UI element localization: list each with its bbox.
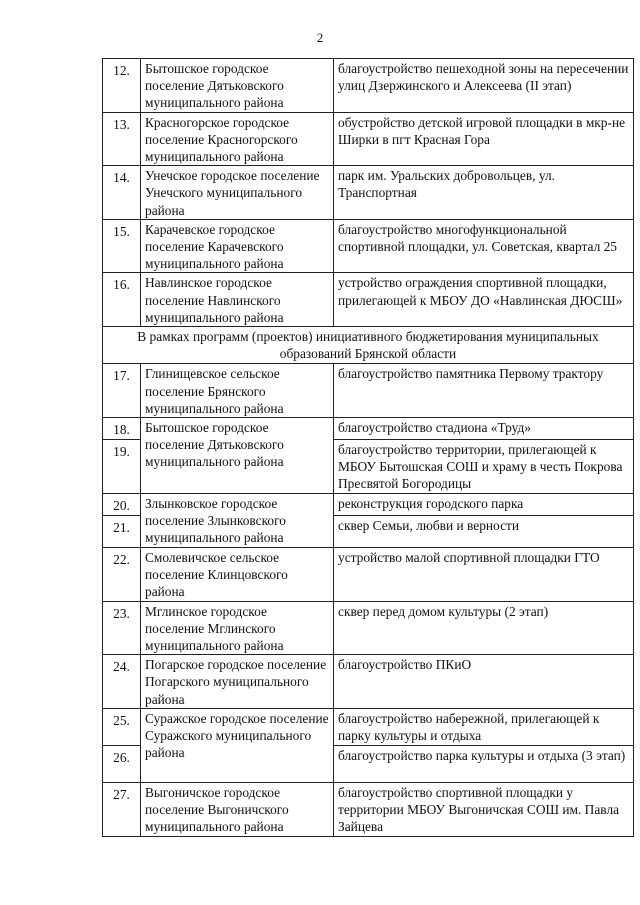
row-number: 14. <box>103 166 141 220</box>
settlement-cell: Злынковское городское поселение Злынковского муниципального района <box>141 494 334 548</box>
row-number: 27. <box>103 782 141 836</box>
project-cell: обустройство детской игровой площадки в мкр-не Ширки в пгт Красная Гора <box>334 112 634 166</box>
row-number: 25. <box>103 708 141 745</box>
settlement-cell: Выгоничское городское поселение Выгоничского муниципального района <box>141 782 334 836</box>
row-number: 13. <box>103 112 141 166</box>
row-number: 22. <box>103 548 141 602</box>
section-heading: В рамках программ (проектов) инициативного бюджетирования муниципальных образований Брянской области <box>103 327 634 364</box>
section-heading-row <box>103 327 634 364</box>
settlement-cell: Карачевское городское поселение Карачевского муниципального района <box>141 219 334 273</box>
page-number: 2 <box>316 30 324 45</box>
table-row <box>103 418 634 440</box>
project-cell: благоустройство стадиона «Труд» <box>334 418 634 440</box>
table-row <box>103 708 634 745</box>
project-cell: благоустройство набережной, прилегающей к парку культуры и отдыха <box>334 708 634 745</box>
row-number: 12. <box>103 59 141 113</box>
project-cell: устройство малой спортивной площадки ГТО <box>334 548 634 602</box>
project-cell: парк им. Уральских добровольцев, ул. Транспортная <box>334 166 634 220</box>
row-number: 26. <box>103 745 141 782</box>
project-cell: сквер Семьи, любви и верности <box>334 516 634 548</box>
project-cell: благоустройство пешеходной зоны на пересечении улиц Дзержинского и Алексеева (II этап) <box>334 59 634 113</box>
settlement-cell: Глинищевское сельское поселение Брянского муниципального района <box>141 364 334 418</box>
settlement-cell: Суражское городское поселение Суражского муниципального района <box>141 708 334 782</box>
settlement-cell: Смолевичское сельское поселение Клинцовского района <box>141 548 334 602</box>
table-row <box>103 364 634 418</box>
row-number: 18. <box>103 418 141 440</box>
row-number: 21. <box>103 516 141 548</box>
projects-table <box>102 58 634 837</box>
project-cell: благоустройство территории, прилегающей к МБОУ Бытошская СОШ и храму в честь Покрова Пресвятой Богородицы <box>334 440 634 494</box>
table-row <box>103 548 634 602</box>
table-row <box>103 112 634 166</box>
settlement-cell: Мглинское городское поселение Мглинского муниципального района <box>141 601 334 655</box>
table-row <box>103 655 634 709</box>
row-number: 19. <box>103 440 141 494</box>
row-number: 20. <box>103 494 141 516</box>
row-number: 16. <box>103 273 141 327</box>
table-row <box>103 494 634 516</box>
settlement-cell: Навлинское городское поселение Навлинского муниципального района <box>141 273 334 327</box>
row-number: 23. <box>103 601 141 655</box>
settlement-cell: Красногорское городское поселение Красногорского муниципального района <box>141 112 334 166</box>
row-number: 24. <box>103 655 141 709</box>
settlement-cell: Погарское городское поселение Погарского муниципального района <box>141 655 334 709</box>
table-row <box>103 59 634 113</box>
project-cell: благоустройство памятника Первому трактору <box>334 364 634 418</box>
table-row <box>103 601 634 655</box>
project-cell: благоустройство парка культуры и отдыха (3 этап) <box>334 745 634 782</box>
table-row <box>103 273 634 327</box>
row-number: 17. <box>103 364 141 418</box>
project-cell: устройство ограждения спортивной площадки, прилегающей к МБОУ ДО «Навлинская ДЮСШ» <box>334 273 634 327</box>
settlement-cell: Бытошское городское поселение Дятьковского муниципального района <box>141 418 334 494</box>
project-cell: благоустройство ПКиО <box>334 655 634 709</box>
table-row <box>103 166 634 220</box>
table-row <box>103 782 634 836</box>
project-cell: реконструкция городского парка <box>334 494 634 516</box>
table-row <box>103 219 634 273</box>
project-cell: благоустройство многофункциональной спортивной площадки, ул. Советская, квартал 25 <box>334 219 634 273</box>
settlement-cell: Бытошское городское поселение Дятьковского муниципального района <box>141 59 334 113</box>
row-number: 15. <box>103 219 141 273</box>
project-cell: благоустройство спортивной площадки у территории МБОУ Выгоничская СОШ им. Павла Зайцева <box>334 782 634 836</box>
settlement-cell: Унечское городское поселение Унечского муниципального района <box>141 166 334 220</box>
project-cell: сквер перед домом культуры (2 этап) <box>334 601 634 655</box>
